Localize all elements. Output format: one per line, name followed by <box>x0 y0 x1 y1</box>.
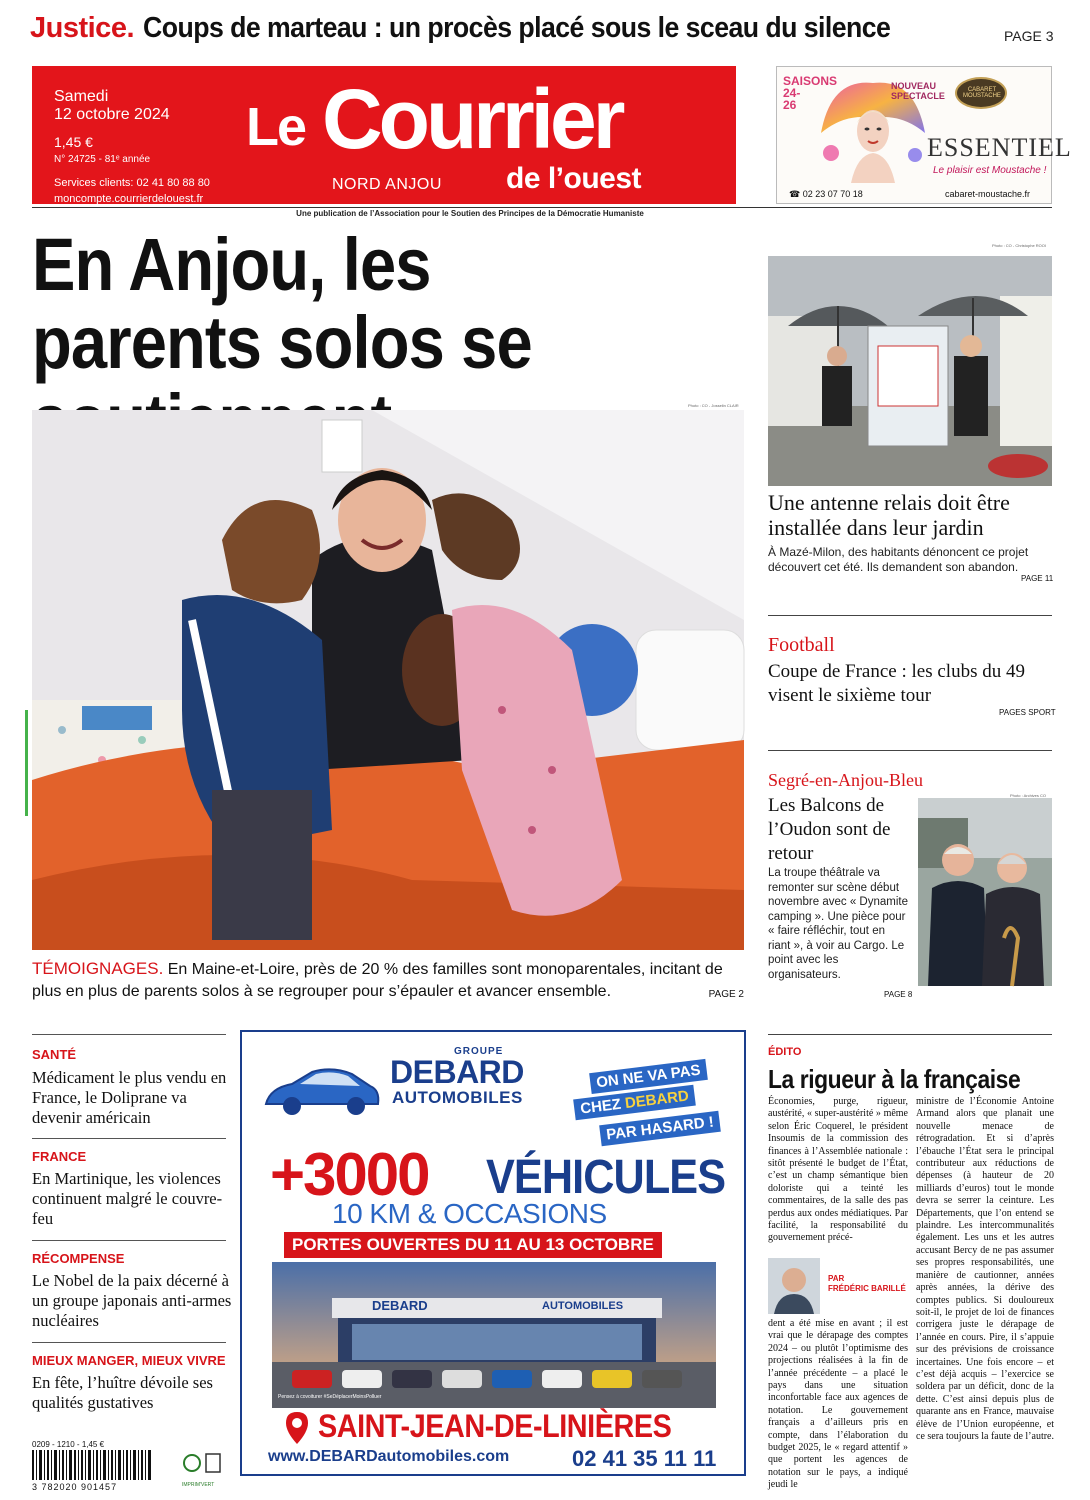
barcode-area <box>32 1440 228 1490</box>
family-photo-icon <box>32 410 744 950</box>
brief-divider <box>32 1034 226 1035</box>
account-link[interactable]: moncompte.courrierdelouest.fr <box>54 193 204 205</box>
cabaret-badge-label: CABARET MOUSTACHE <box>963 87 1001 99</box>
main-photo-credit: Photo : CO - Josselin CLAIR <box>688 403 739 408</box>
brief-divider <box>32 1342 226 1343</box>
ad-vehicules: VÉHICULES <box>486 1151 726 1204</box>
story2-kicker: Football <box>768 634 835 656</box>
main-caption <box>32 958 744 1003</box>
brief-divider <box>32 1138 226 1139</box>
edito-text-col1b: dent a été mise en avant ; il est vrai que le dérapage des comptes 2024 – ou plutôt l’optimisme des projections réalisées à la fin de l’année précédente – a placé le pays dans une situation inconfortable face aux agences de notation. Le gouvernement français a d’ailleurs pris en compte, dans l’élaboration du budget 2025, le « regard attentif » que portent les agences de notation sur le pays, a indiqué jeudi le <box>768 1318 908 1491</box>
story3-photo-credit: Photo : Archives CO <box>1010 793 1047 798</box>
ad-slogan-line3: PAR HASARD ! <box>599 1111 721 1146</box>
author-par: PAR <box>828 1274 845 1283</box>
right-divider <box>768 615 1052 616</box>
author-avatar <box>768 1258 820 1314</box>
ad-dealership-photo <box>272 1262 716 1408</box>
dealership-sign-debard: DEBARD <box>372 1298 428 1313</box>
cabaret-phone-number: 02 23 07 70 18 <box>802 189 863 199</box>
masthead-info <box>54 88 264 205</box>
ad-slogan-line1: ON NE VA PAS <box>589 1059 707 1094</box>
caption-text: En Maine-et-Loire, près de 20 % des familles sont monoparentales, incitant de plus en plus de parents solos à se regrouper pour s’épauler et avancer ensemble. <box>32 961 723 1000</box>
cabaret-brand: ESSENTIEL <box>927 133 1072 162</box>
publication-line: Une publication de l’Association pour le Soutien des Principes de la Démocratie Humaniste <box>296 209 644 218</box>
edito-title[interactable]: La rigueur à la française <box>768 1064 1021 1094</box>
cabaret-seasons: SAISONS 24-26 <box>783 74 838 112</box>
brief-text-france[interactable]: En Martinique, les violences continuent malgré le couvre-feu <box>32 1169 223 1228</box>
margin-marker <box>25 710 28 816</box>
ad-debard-logo: DEBARD <box>390 1054 524 1090</box>
logo-de-louest: de l’ouest <box>506 162 642 195</box>
antenna-photo-icon <box>768 256 1052 486</box>
debard-ad[interactable] <box>240 1030 746 1476</box>
top-teaser-page: PAGE 3 <box>1004 28 1054 44</box>
brief-divider <box>32 1240 226 1241</box>
ad-open-days: PORTES OUVERTES DU 11 AU 13 OCTOBRE <box>284 1232 662 1258</box>
brief-kicker-sante: SANTÉ <box>32 1047 77 1062</box>
story3-kicker: Segré-en-Anjou-Bleu <box>768 770 923 790</box>
barcode-icon <box>32 1450 152 1480</box>
story3-page: PAGE 8 <box>884 990 913 999</box>
edito-kicker: ÉDITO <box>768 1046 802 1058</box>
ad-website-link[interactable]: www.DEBARDautomobiles.com <box>268 1448 510 1465</box>
logo-le: Le <box>246 97 306 157</box>
ad-groupe: GROUPE <box>454 1046 504 1057</box>
edito-text-col1a: Économies, purge, rigueur, austérité, « super-austérité » même selon Éric Coquerel, le président Insoumis de la commission des finances à l’Assemblée nationale : sitôt présenté le budget de l’État, c’est un champ sémantique bien doloriste qui a teinté les commentaires, de la salle des pas perdus aux ondes médiatiques. Par facilité, la responsabilité du gouvernement précé- <box>768 1096 908 1244</box>
brief-text-recompense[interactable]: Le Nobel de la paix décerné à un groupe japonais anti-armes nucléaires <box>32 1271 232 1330</box>
top-teaser-kicker[interactable]: Justice. <box>30 12 134 44</box>
ad-slogan-line2b: DEBARD <box>624 1087 690 1113</box>
issue-day: Samedi <box>54 88 109 105</box>
story1-page: PAGE 11 <box>1021 574 1054 583</box>
top-teaser-headline[interactable]: Coups de marteau : un procès placé sous le sceau du silence <box>143 12 891 44</box>
cabaret-ad[interactable] <box>776 66 1072 204</box>
issue-price: 1,45 € <box>54 134 93 150</box>
main-headline[interactable]: En Anjou, les parents solos se <box>32 223 532 384</box>
brief-kicker-recompense: RÉCOMPENSE <box>32 1251 125 1266</box>
brief-text-mieux-manger[interactable]: En fête, l’huître dévoile ses qualités gustatives <box>32 1373 213 1412</box>
story1-photo[interactable] <box>768 256 1052 486</box>
ad-city: SAINT-JEAN-DE-LINIÈRES <box>318 1408 672 1444</box>
dealership-photo-icon <box>272 1262 716 1408</box>
barcode-number: 0209 - 1210 - 1,45 € <box>32 1440 105 1449</box>
cabaret-tagline: Le plaisir est Moustache ! <box>933 165 1047 176</box>
barcode-digits: 3 782020 901457 <box>32 1482 118 1492</box>
cabaret-new-show: NOUVEAU SPECTACLE <box>891 81 945 101</box>
caption-kicker: TÉMOIGNAGES. <box>32 959 164 978</box>
author-name: FRÉDÉRIC BARILLÉ <box>828 1284 906 1293</box>
ad-phone: 02 41 35 11 11 <box>572 1446 717 1471</box>
story3-photo[interactable] <box>918 798 1052 986</box>
recycling-icon <box>182 1448 222 1478</box>
dealership-sign-automobiles: AUTOMOBILES <box>542 1300 624 1312</box>
edition-name: NORD ANJOU <box>332 176 442 193</box>
story1-photo-credit: Photo : CO - Christophe ROOI <box>992 243 1047 248</box>
edito-divider <box>768 1034 1052 1035</box>
publication-divider <box>32 207 1052 208</box>
brief-kicker-france: FRANCE <box>32 1149 87 1164</box>
main-photo[interactable] <box>32 410 744 950</box>
brief-kicker-mieux-manger: MIEUX MANGER, MIEUX VIVRE <box>32 1353 226 1368</box>
imprim-vert-label: IMPRIM'VERT <box>182 1482 215 1488</box>
right-divider <box>768 750 1052 751</box>
ad-km-occasions: 10 KM & OCCASIONS <box>332 1198 607 1229</box>
story1-text: À Mazé-Milon, des habitants dénoncent ce projet découvert cet été. Ils demandent son abandon. <box>768 545 1029 574</box>
story2-page: PAGES SPORT <box>999 708 1056 717</box>
cabaret-site[interactable]: cabaret-moustache.fr <box>945 189 1031 199</box>
author-portrait-icon <box>768 1258 820 1314</box>
cabaret-phone: ☎ 02 23 07 70 18 <box>789 189 863 199</box>
story3-headline[interactable]: Les Balcons de l’Oudon sont de retour <box>768 795 891 864</box>
organizers-photo-icon <box>918 798 1052 986</box>
logo-courrier: Courrier <box>322 72 622 166</box>
car-icon <box>262 1060 382 1120</box>
edito-text-col2: ministre de l’Économie Antoine Armand alors que planait une nouvelle menace de rétrogradation. Et si d’après l’ébauche l’État sera le principal contributeur aux réductions de dépenses (à hauteur de 20 milliards d’euros) tout le monde devra se serrer la ceinture. Les Départements, que l’on entend se plaindre. Les intercommunalités également. Les uns et les autres accusant Bercy de ne pas assumer ses propres responsabilités, une manière de cautionner, années après années, la dérive des comptes publics. Si douloureux soit-il, le projet de loi de finances corrigera juste le dérapage de l’année en cours. Pire, il s’appuie sur des prévisions de croissance incertaines. Une fois encore – et c’est déjà acquis – l’exercice se soldera par un déficit, donc de la dette. C’est ainsi depuis plus de quarante ans en France, mauvaise élève de l’Union européenne, et ce sera toujours la faute de l’autre. <box>916 1096 1054 1442</box>
location-pin-icon <box>286 1412 308 1444</box>
ad-vehicle-count: +3000 <box>270 1141 429 1208</box>
masthead <box>32 66 736 204</box>
ad-photo-note: Pensez à covoiturer #SeDéplacerMoinsPolluer <box>278 1394 382 1400</box>
brief-text-sante[interactable]: Médicament le plus vendu en France, le Doliprane va devenir américain <box>32 1068 227 1127</box>
story2-headline[interactable]: Coupe de France : les clubs du 49 visent le sixième tour <box>768 661 1025 706</box>
ad-slogan-line2a: CHEZ <box>579 1095 627 1118</box>
ad-automobiles: AUTOMOBILES <box>392 1088 523 1107</box>
ad-slogan <box>572 1062 728 1146</box>
story3-text: La troupe théâtrale va remonter sur scène début novembre avec « Dynamite camping ». Une pièce pour « faire réfléchir, tout en riant », à voir au Cargo. Le point avec les organisateurs. <box>768 867 908 981</box>
issue-number: N° 24725 - 81ᵉ année <box>54 154 151 165</box>
services-phone: Services clients: 02 41 80 88 80 <box>54 177 210 189</box>
story1-headline[interactable]: Une antenne relais doit être installée dans leur jardin <box>768 490 1010 540</box>
issue-date: 12 octobre 2024 <box>54 106 170 123</box>
caption-page: PAGE 2 <box>708 989 744 1000</box>
